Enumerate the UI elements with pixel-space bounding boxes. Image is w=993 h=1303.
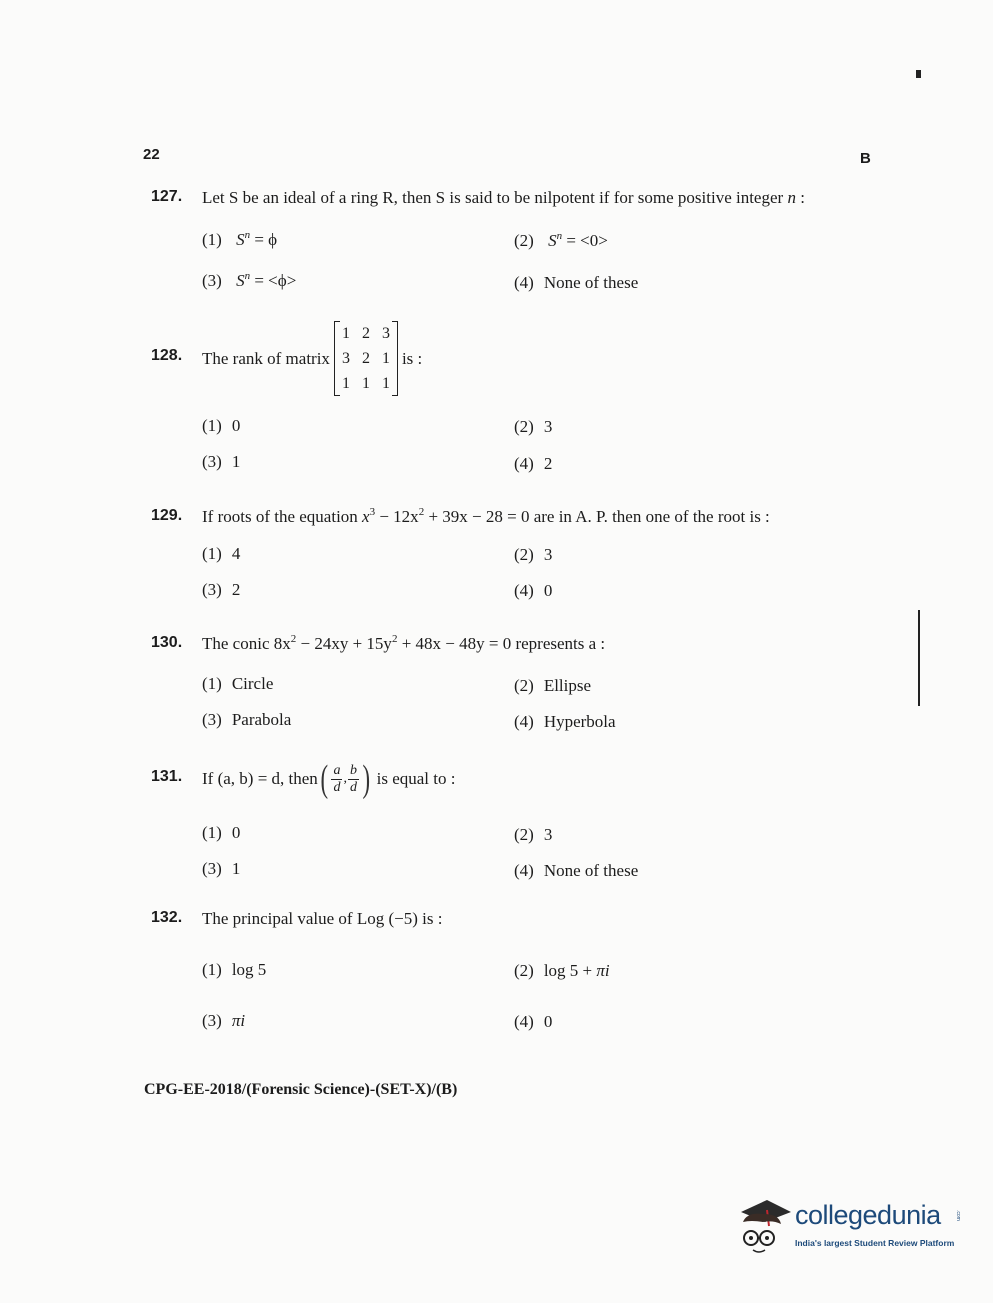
question-number-127: 127. bbox=[151, 188, 183, 205]
option-127-1[interactable]: (1) $S^n = \phi$ bbox=[202, 229, 278, 249]
option-128-3[interactable]: (3) 1 bbox=[202, 452, 241, 471]
logo-tagline: India's largest Student Review Platform bbox=[795, 1238, 955, 1248]
option-127-2[interactable]: (2) $S^n = <0>$ bbox=[514, 230, 608, 250]
question-number-130: 130. bbox=[151, 634, 183, 651]
option-128-4[interactable]: (4) 2 bbox=[514, 454, 553, 473]
exam-code-footer: CPG-EE-2018/(Forensic Science)-(SET-X)/(B) bbox=[144, 1081, 458, 1098]
question-number-131: 131. bbox=[151, 768, 183, 785]
question-text-131: If (a, b) = d, then ( $\frac{a}{d}$ , $\frac{b}{d}$ ) is equal to : bbox=[202, 758, 456, 800]
option-130-2[interactable]: (2) Ellipse bbox=[514, 676, 592, 695]
fraction-pair: ( $\frac{a}{d}$ , $\frac{b}{d}$ ) bbox=[320, 758, 371, 800]
option-129-3[interactable]: (3) 2 bbox=[202, 580, 241, 599]
question-text-127: Let S be an ideal of a ring R, then S is said to be nilpotent if for some positive integer n : bbox=[202, 188, 805, 207]
option-131-1[interactable]: (1) 0 bbox=[202, 823, 241, 842]
option-127-4[interactable]: (4) None of these bbox=[514, 273, 639, 292]
option-130-4[interactable]: (4) Hyperbola bbox=[514, 712, 616, 731]
matrix bbox=[334, 321, 398, 396]
option-132-2[interactable]: (2) log 5 + πi bbox=[514, 961, 610, 980]
question-text-132: The principal value of Log (−5) is : bbox=[202, 909, 443, 928]
set-label: B bbox=[860, 150, 871, 167]
matrix-row-2: 3 2 1 bbox=[341, 350, 390, 367]
option-129-1[interactable]: (1) 4 bbox=[202, 544, 241, 563]
scan-line bbox=[918, 610, 920, 706]
option-128-2[interactable]: (2) 3 bbox=[514, 417, 553, 436]
question-text-129: If roots of the equation $x^3 - 12x^2 + 39x - 28 = 0$ are in A. P. then one of the root is : bbox=[202, 506, 770, 526]
matrix-row-1: 1 2 3 bbox=[341, 325, 390, 342]
option-131-3[interactable]: (3) 1 bbox=[202, 859, 241, 878]
question-text-128: The rank of matrix 1 2 3 3 2 1 1 1 1 is : bbox=[202, 321, 422, 396]
option-127-3[interactable]: (3) $S^n = <\phi>$ bbox=[202, 270, 297, 290]
question-number-128: 128. bbox=[151, 347, 183, 364]
question-number-129: 129. bbox=[151, 507, 183, 524]
collegedunia-logo[interactable] bbox=[733, 1196, 963, 1258]
option-130-1[interactable]: (1) Circle bbox=[202, 674, 274, 693]
logo-wordmark: collegedunia bbox=[795, 1200, 941, 1230]
option-129-4[interactable]: (4) 0 bbox=[514, 581, 553, 600]
option-130-3[interactable]: (3) Parabola bbox=[202, 710, 292, 729]
option-131-2[interactable]: (2) 3 bbox=[514, 825, 553, 844]
option-132-4[interactable]: (4) 0 bbox=[514, 1012, 553, 1031]
mascot-icon bbox=[733, 1196, 793, 1256]
option-132-3[interactable]: (3) πi bbox=[202, 1011, 246, 1030]
option-129-2[interactable]: (2) 3 bbox=[514, 545, 553, 564]
option-128-1[interactable]: (1) 0 bbox=[202, 416, 241, 435]
option-132-1[interactable]: (1) log 5 bbox=[202, 960, 267, 979]
logo-suffix: .com bbox=[955, 1210, 961, 1221]
matrix-row-3: 1 1 1 bbox=[341, 375, 390, 392]
question-number-132: 132. bbox=[151, 909, 183, 926]
page-number: 22 bbox=[143, 146, 160, 163]
scan-mark bbox=[916, 70, 921, 78]
question-text-130: The conic $8x^2 - 24xy + 15y^2 + 48x - 48y = 0$ represents a : bbox=[202, 633, 606, 653]
option-131-4[interactable]: (4) None of these bbox=[514, 861, 639, 880]
